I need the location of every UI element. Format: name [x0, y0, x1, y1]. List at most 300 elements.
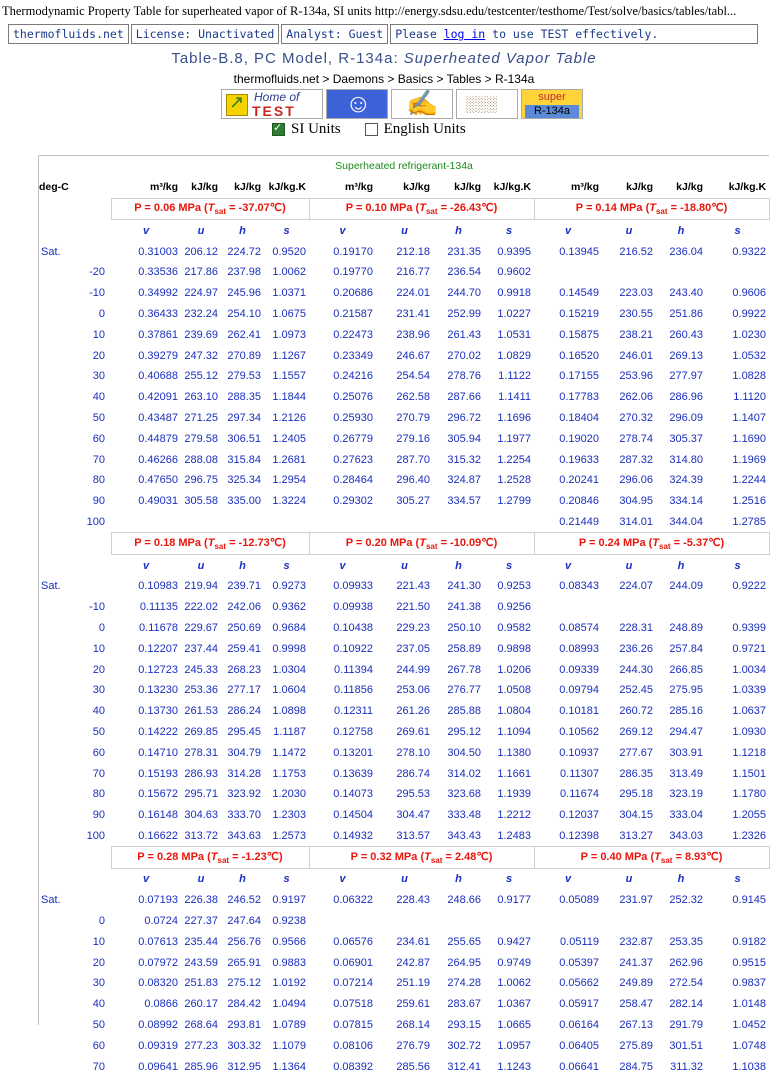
value-cell: 260.72 [619, 705, 653, 718]
value-cell: 0.08392 [333, 1060, 373, 1073]
value-cell: 244.09 [669, 580, 703, 593]
value-cell: 305.58 [184, 495, 218, 508]
value-cell [602, 597, 656, 618]
unit-header: kJ/kg [454, 181, 481, 194]
value-cell: 1.2785 [732, 515, 767, 528]
table-row [39, 283, 769, 304]
value-cell: 257.84 [669, 642, 703, 655]
value-cell: 325.34 [227, 474, 261, 487]
value-cell: 0.47650 [138, 474, 178, 487]
table-row [39, 597, 769, 618]
variable-header: u [401, 873, 408, 886]
unit-header: kJ/kg [403, 181, 430, 194]
variable-header-row [39, 869, 769, 890]
value-cell: 1.0532 [732, 349, 767, 362]
value-cell: 1.0789 [272, 1019, 306, 1032]
pressure-header: P = 0.06 MPa ($T_{sat}$ = -37.07℃) [111, 198, 309, 220]
pressure-header: P = 0.14 MPa ($T_{sat}$ = -18.80℃) [534, 198, 769, 220]
value-cell: 1.1094 [497, 725, 531, 738]
temperature-cell: Sat. [41, 580, 61, 593]
value-cell: 237.98 [227, 266, 261, 279]
home-of-test-icon[interactable] [221, 89, 323, 119]
temperature-cell: 90 [92, 809, 105, 822]
table-row [39, 304, 769, 325]
table-row [39, 701, 769, 722]
value-cell: 242.06 [227, 601, 261, 614]
variable-header: v [339, 224, 346, 237]
home-icon-line1: Home of [254, 90, 300, 104]
english-units-option[interactable] [365, 121, 466, 138]
pressure-header-spacer [39, 198, 111, 220]
value-cell: 0.9922 [732, 307, 767, 320]
value-cell: 236.04 [669, 245, 703, 258]
value-cell: 1.1243 [497, 1060, 531, 1073]
value-cell [706, 262, 769, 283]
value-cell: 245.96 [227, 287, 261, 300]
value-cell: 229.23 [396, 621, 430, 634]
unit-header: m³/kg [149, 181, 178, 194]
value-cell: 0.14504 [333, 809, 373, 822]
value-cell: 0.0866 [144, 998, 178, 1011]
value-cell [264, 512, 309, 533]
variable-header: s [734, 873, 741, 886]
value-cell: 286.35 [619, 767, 653, 780]
value-cell [656, 597, 706, 618]
value-cell: 1.1969 [732, 453, 767, 466]
value-cell: 0.16148 [138, 809, 178, 822]
value-cell: 0.08993 [559, 642, 599, 655]
value-cell: 297.34 [227, 411, 261, 424]
value-cell: 239.69 [184, 328, 218, 341]
value-cell: 1.0828 [732, 370, 767, 383]
value-cell: 1.2303 [272, 809, 306, 822]
daemon-genie-icon[interactable] [326, 89, 388, 119]
value-cell: 293.81 [227, 1019, 261, 1032]
license-status: License: Unactivated [131, 24, 279, 44]
value-cell: 286.24 [227, 705, 261, 718]
value-cell: 222.02 [184, 601, 218, 614]
property-table [39, 156, 770, 1077]
table-row [39, 491, 769, 512]
value-cell: 1.0804 [497, 705, 531, 718]
value-cell: 288.35 [227, 391, 261, 404]
variable-header: h [677, 224, 685, 237]
table-row [39, 638, 769, 659]
temperature-cell: 40 [92, 391, 105, 404]
value-cell: 0.12723 [138, 663, 178, 676]
value-cell: 0.15875 [559, 328, 599, 341]
table-row [39, 973, 769, 994]
value-cell: 295.18 [619, 788, 653, 801]
value-cell: 0.11394 [334, 663, 373, 676]
value-cell: 0.06322 [333, 894, 373, 907]
variable-header: u [401, 224, 408, 237]
page-title-italic: Superheated Vapor Table [403, 50, 597, 67]
value-cell: 293.15 [447, 1019, 481, 1032]
table-row [39, 742, 769, 763]
value-cell: 285.88 [447, 705, 481, 718]
value-cell: 0.49031 [138, 495, 178, 508]
value-cell: 1.2212 [497, 809, 531, 822]
table-row [39, 659, 769, 680]
value-cell: 287.66 [447, 391, 481, 404]
english-units-checkbox[interactable] [365, 123, 378, 136]
value-cell: 303.32 [227, 1039, 261, 1052]
value-cell: 1.0304 [272, 663, 306, 676]
value-cell: 0.09933 [333, 580, 373, 593]
value-cell: 1.0829 [497, 349, 531, 362]
value-cell: 1.0748 [732, 1039, 767, 1052]
value-cell: 1.2055 [732, 809, 767, 822]
value-cell: 265.91 [227, 956, 261, 969]
temperature-cell: 0 [98, 621, 105, 634]
value-cell: 206.12 [184, 245, 218, 258]
value-cell: 279.16 [396, 432, 430, 445]
value-cell: 275.12 [227, 977, 261, 990]
tables-chairs-icon[interactable] [456, 89, 518, 119]
value-cell: 1.0206 [497, 663, 531, 676]
super-r134a-icon[interactable] [521, 89, 583, 119]
value-cell: 261.43 [447, 328, 481, 341]
value-cell: 285.56 [396, 1060, 430, 1073]
value-cell: 1.2954 [272, 474, 306, 487]
table-row [39, 680, 769, 701]
value-cell: 313.49 [669, 767, 703, 780]
value-cell: 0.13201 [333, 746, 373, 759]
value-cell: 1.1690 [732, 432, 767, 445]
value-cell: 1.2799 [497, 495, 531, 508]
value-cell: 0.9515 [732, 956, 767, 969]
login-link[interactable]: log in [443, 27, 486, 41]
value-cell: 270.32 [619, 411, 653, 424]
variable-header-row [39, 220, 769, 241]
value-cell: 0.46266 [138, 453, 178, 466]
value-cell: 238.96 [396, 328, 430, 341]
breadcrumb-item[interactable]: Tables [446, 72, 482, 86]
value-cell: 0.11674 [560, 788, 599, 801]
value-cell: 1.2030 [272, 788, 306, 801]
value-cell: 1.0371 [272, 287, 306, 300]
value-cell: 0.05917 [559, 998, 599, 1011]
value-cell: 305.94 [447, 432, 481, 445]
value-cell: 269.85 [184, 725, 218, 738]
value-cell: 0.06576 [333, 935, 373, 948]
value-cell: 0.19170 [333, 245, 373, 258]
value-cell: 251.19 [396, 977, 430, 990]
variable-header: s [734, 224, 741, 237]
value-cell: 232.87 [619, 935, 653, 948]
breadcrumb-separator: > [384, 72, 398, 86]
value-cell: 1.3224 [272, 495, 306, 508]
value-cell [309, 911, 376, 932]
variable-header: s [283, 559, 290, 572]
temperature-cell: 50 [92, 411, 105, 424]
temperature-cell: 10 [92, 328, 105, 341]
variable-header: h [677, 559, 685, 572]
value-cell: 0.19633 [559, 453, 599, 466]
value-cell: 0.07214 [333, 977, 373, 990]
value-cell: 303.91 [669, 746, 703, 759]
home-arrow-icon [226, 94, 248, 116]
value-cell: 0.14222 [138, 725, 178, 738]
value-cell: 1.0452 [732, 1019, 767, 1032]
value-cell: 0.06405 [559, 1039, 599, 1052]
value-cell: 0.13230 [138, 684, 178, 697]
value-cell: 1.0034 [732, 663, 767, 676]
unit-header: kJ/kg [191, 181, 218, 194]
value-cell: 0.9145 [732, 894, 767, 907]
value-cell: 0.9520 [272, 245, 306, 258]
value-cell: 294.47 [669, 725, 703, 738]
pressure-header-row [39, 847, 769, 869]
value-cell: 1.0531 [497, 328, 531, 341]
value-cell: 1.1696 [497, 411, 531, 424]
value-cell: 291.79 [669, 1019, 703, 1032]
value-cell: 302.72 [447, 1039, 481, 1052]
table-row [39, 1056, 769, 1077]
value-cell: 0.9177 [497, 894, 531, 907]
unit-header: kJ/kg [676, 181, 703, 194]
value-cell: 323.68 [447, 788, 481, 801]
super-icon-top: super [538, 91, 566, 103]
value-cell: 1.2528 [497, 474, 531, 487]
variable-header-spacer [39, 869, 111, 890]
value-cell: 0.05089 [559, 894, 599, 907]
value-cell: 0.9362 [272, 601, 306, 614]
super-icon-main: R-134a [525, 105, 579, 118]
nav-icon-bar [221, 89, 583, 119]
temperature-cell: 40 [92, 705, 105, 718]
value-cell: 0.16622 [138, 829, 178, 842]
value-cell: 1.0494 [272, 998, 306, 1011]
value-cell [602, 262, 656, 283]
value-cell: 0.10181 [559, 705, 599, 718]
value-cell: 0.34992 [138, 287, 178, 300]
pressure-header-spacer [39, 533, 111, 555]
value-cell: 241.38 [447, 601, 481, 614]
value-cell: 304.47 [396, 809, 430, 822]
value-cell: 1.2244 [732, 474, 767, 487]
value-cell: 0.08992 [138, 1019, 178, 1032]
value-cell: 245.33 [184, 663, 218, 676]
value-cell: 0.12207 [138, 642, 178, 655]
site-link[interactable]: thermofluids.net [8, 24, 129, 44]
value-cell: 1.1380 [497, 746, 531, 759]
value-cell: 250.10 [447, 621, 481, 634]
value-cell: 0.11135 [139, 601, 178, 614]
value-cell: 1.0367 [497, 998, 531, 1011]
value-cell: 0.0724 [144, 915, 178, 928]
value-cell: 0.29302 [333, 495, 373, 508]
value-cell: 1.1038 [732, 1060, 767, 1073]
variable-header: u [401, 559, 408, 572]
value-cell: 296.09 [669, 411, 703, 424]
value-cell: 0.06164 [559, 1019, 599, 1032]
value-cell: 258.89 [447, 642, 481, 655]
value-cell: 282.14 [669, 998, 703, 1011]
value-cell: 236.26 [619, 642, 653, 655]
value-cell: 0.14073 [333, 788, 373, 801]
value-cell: 262.06 [619, 391, 653, 404]
breadcrumb-separator: > [319, 72, 333, 86]
temperature-cell: 80 [92, 474, 105, 487]
value-cell [309, 512, 376, 533]
value-cell: 1.0604 [272, 684, 306, 697]
value-cell: 255.12 [184, 370, 218, 383]
value-cell: 235.44 [184, 935, 218, 948]
table-row [39, 931, 769, 952]
table-row [39, 722, 769, 743]
value-cell: 0.17783 [559, 391, 599, 404]
value-cell: 219.94 [184, 580, 218, 593]
value-cell: 241.37 [619, 956, 653, 969]
value-cell: 0.05119 [560, 935, 599, 948]
value-cell: 237.05 [396, 642, 430, 655]
value-cell: 231.97 [619, 894, 653, 907]
unit-header: kJ/kg.K [728, 181, 767, 194]
value-cell: 0.12037 [559, 809, 599, 822]
value-cell: 0.08343 [559, 580, 599, 593]
variable-header: h [455, 873, 462, 886]
value-cell [534, 597, 602, 618]
value-cell: 295.45 [227, 725, 261, 738]
breadcrumb-item[interactable]: R-134a [494, 72, 535, 86]
variable-header: v [142, 873, 150, 886]
value-cell: 287.32 [619, 453, 653, 466]
temperature-cell: 20 [92, 956, 105, 969]
value-cell: 0.9238 [272, 915, 306, 928]
value-cell: 249.89 [619, 977, 653, 990]
value-cell: 305.37 [669, 432, 703, 445]
value-cell: 253.96 [619, 370, 653, 383]
value-cell: 251.86 [669, 307, 703, 320]
value-cell: 224.07 [619, 580, 653, 593]
value-cell: 1.1411 [498, 391, 531, 404]
page-title-main: Table-B.8, PC Model, R-134a: [171, 50, 404, 67]
value-cell: 224.97 [184, 287, 218, 300]
value-cell: 223.03 [619, 287, 653, 300]
temperature-cell: 100 [86, 516, 105, 529]
value-cell: 1.1557 [272, 370, 306, 383]
temperature-cell: 40 [92, 998, 105, 1011]
value-cell: 0.26779 [333, 432, 373, 445]
temperature-cell: 60 [92, 746, 105, 759]
breadcrumb-item[interactable]: Basics [397, 72, 434, 86]
value-cell: 0.9256 [497, 601, 531, 614]
basics-hand-icon[interactable] [391, 89, 453, 119]
value-cell: 277.97 [669, 370, 703, 383]
variable-header: v [142, 224, 150, 237]
value-cell: 278.10 [396, 746, 430, 759]
unit-header: kJ/kg.K [268, 181, 306, 194]
pressure-header: P = 0.18 MPa ($T_{sat}$ = -12.73℃) [111, 533, 309, 555]
temperature-cell: 20 [92, 349, 105, 362]
breadcrumb-item[interactable]: thermofluids.net [233, 72, 320, 86]
value-cell: 279.53 [227, 370, 261, 383]
value-cell: 323.19 [669, 788, 703, 801]
variable-header: v [339, 873, 346, 886]
temperature-cell: -20 [89, 266, 105, 279]
variable-header: u [625, 224, 633, 237]
breadcrumb-separator: > [433, 72, 447, 86]
value-cell: 0.20846 [559, 495, 599, 508]
value-cell: 216.77 [396, 266, 430, 279]
value-cell: 262.41 [227, 328, 261, 341]
table-row [39, 994, 769, 1015]
value-cell: 305.27 [396, 495, 430, 508]
value-cell [376, 512, 433, 533]
table-row [39, 387, 769, 408]
property-table-container[interactable] [38, 155, 769, 1073]
value-cell: 306.51 [227, 432, 261, 445]
variable-header: v [564, 224, 572, 237]
value-cell: 0.09641 [138, 1060, 178, 1073]
table-row [39, 952, 769, 973]
variable-header: v [339, 559, 346, 572]
value-cell: 253.35 [669, 935, 703, 948]
value-cell: 285.96 [184, 1060, 218, 1073]
value-cell: 260.17 [184, 998, 218, 1011]
unit-header: m³/kg [570, 181, 599, 194]
value-cell: 286.96 [669, 391, 703, 404]
value-cell: 252.32 [669, 894, 703, 907]
value-cell: 253.06 [396, 684, 430, 697]
table-row [39, 241, 769, 262]
value-cell: 1.0508 [497, 684, 531, 697]
breadcrumb [0, 72, 768, 86]
temperature-cell: 30 [92, 977, 105, 990]
value-cell: 0.05662 [559, 977, 599, 990]
value-cell: 334.57 [447, 495, 481, 508]
login-notice-post: to use TEST effectively. [485, 27, 659, 41]
value-cell: 231.41 [396, 307, 430, 320]
value-cell: 277.67 [619, 746, 653, 759]
temperature-cell: -10 [89, 287, 105, 300]
si-units-checkbox[interactable] [272, 123, 285, 136]
value-cell: 277.17 [227, 684, 261, 697]
value-cell: 0.33536 [138, 266, 178, 279]
variable-header: h [239, 873, 246, 886]
pressure-header: P = 0.24 MPa ($T_{sat}$ = -5.37℃) [534, 533, 769, 555]
value-cell: 0.05397 [559, 956, 599, 969]
table-row [39, 262, 769, 283]
table-row [39, 408, 769, 429]
value-cell: 0.9837 [732, 977, 767, 990]
analyst-status: Analyst: Guest [281, 24, 388, 44]
value-cell: 262.96 [669, 956, 703, 969]
temperature-cell: 70 [92, 453, 105, 466]
breadcrumb-item[interactable]: Daemons [332, 72, 385, 86]
unit-header: m³/kg [344, 181, 373, 194]
value-cell: 295.53 [396, 788, 430, 801]
value-cell [706, 911, 769, 932]
value-cell: 264.95 [447, 956, 481, 969]
value-cell: 1.1079 [272, 1039, 306, 1052]
value-cell: 0.28464 [333, 474, 373, 487]
value-cell: 0.07193 [138, 894, 178, 907]
variable-header: h [239, 559, 246, 572]
variable-header: v [564, 873, 572, 886]
value-cell: 0.9197 [272, 894, 306, 907]
value-cell: 286.93 [184, 767, 218, 780]
value-cell: 314.28 [227, 767, 261, 780]
variable-header: s [283, 873, 290, 886]
value-cell: 0.12311 [334, 705, 373, 718]
value-cell: 0.07613 [138, 935, 178, 948]
value-cell: 295.12 [447, 725, 481, 738]
value-cell: 324.39 [669, 474, 703, 487]
si-units-option[interactable] [272, 121, 341, 138]
